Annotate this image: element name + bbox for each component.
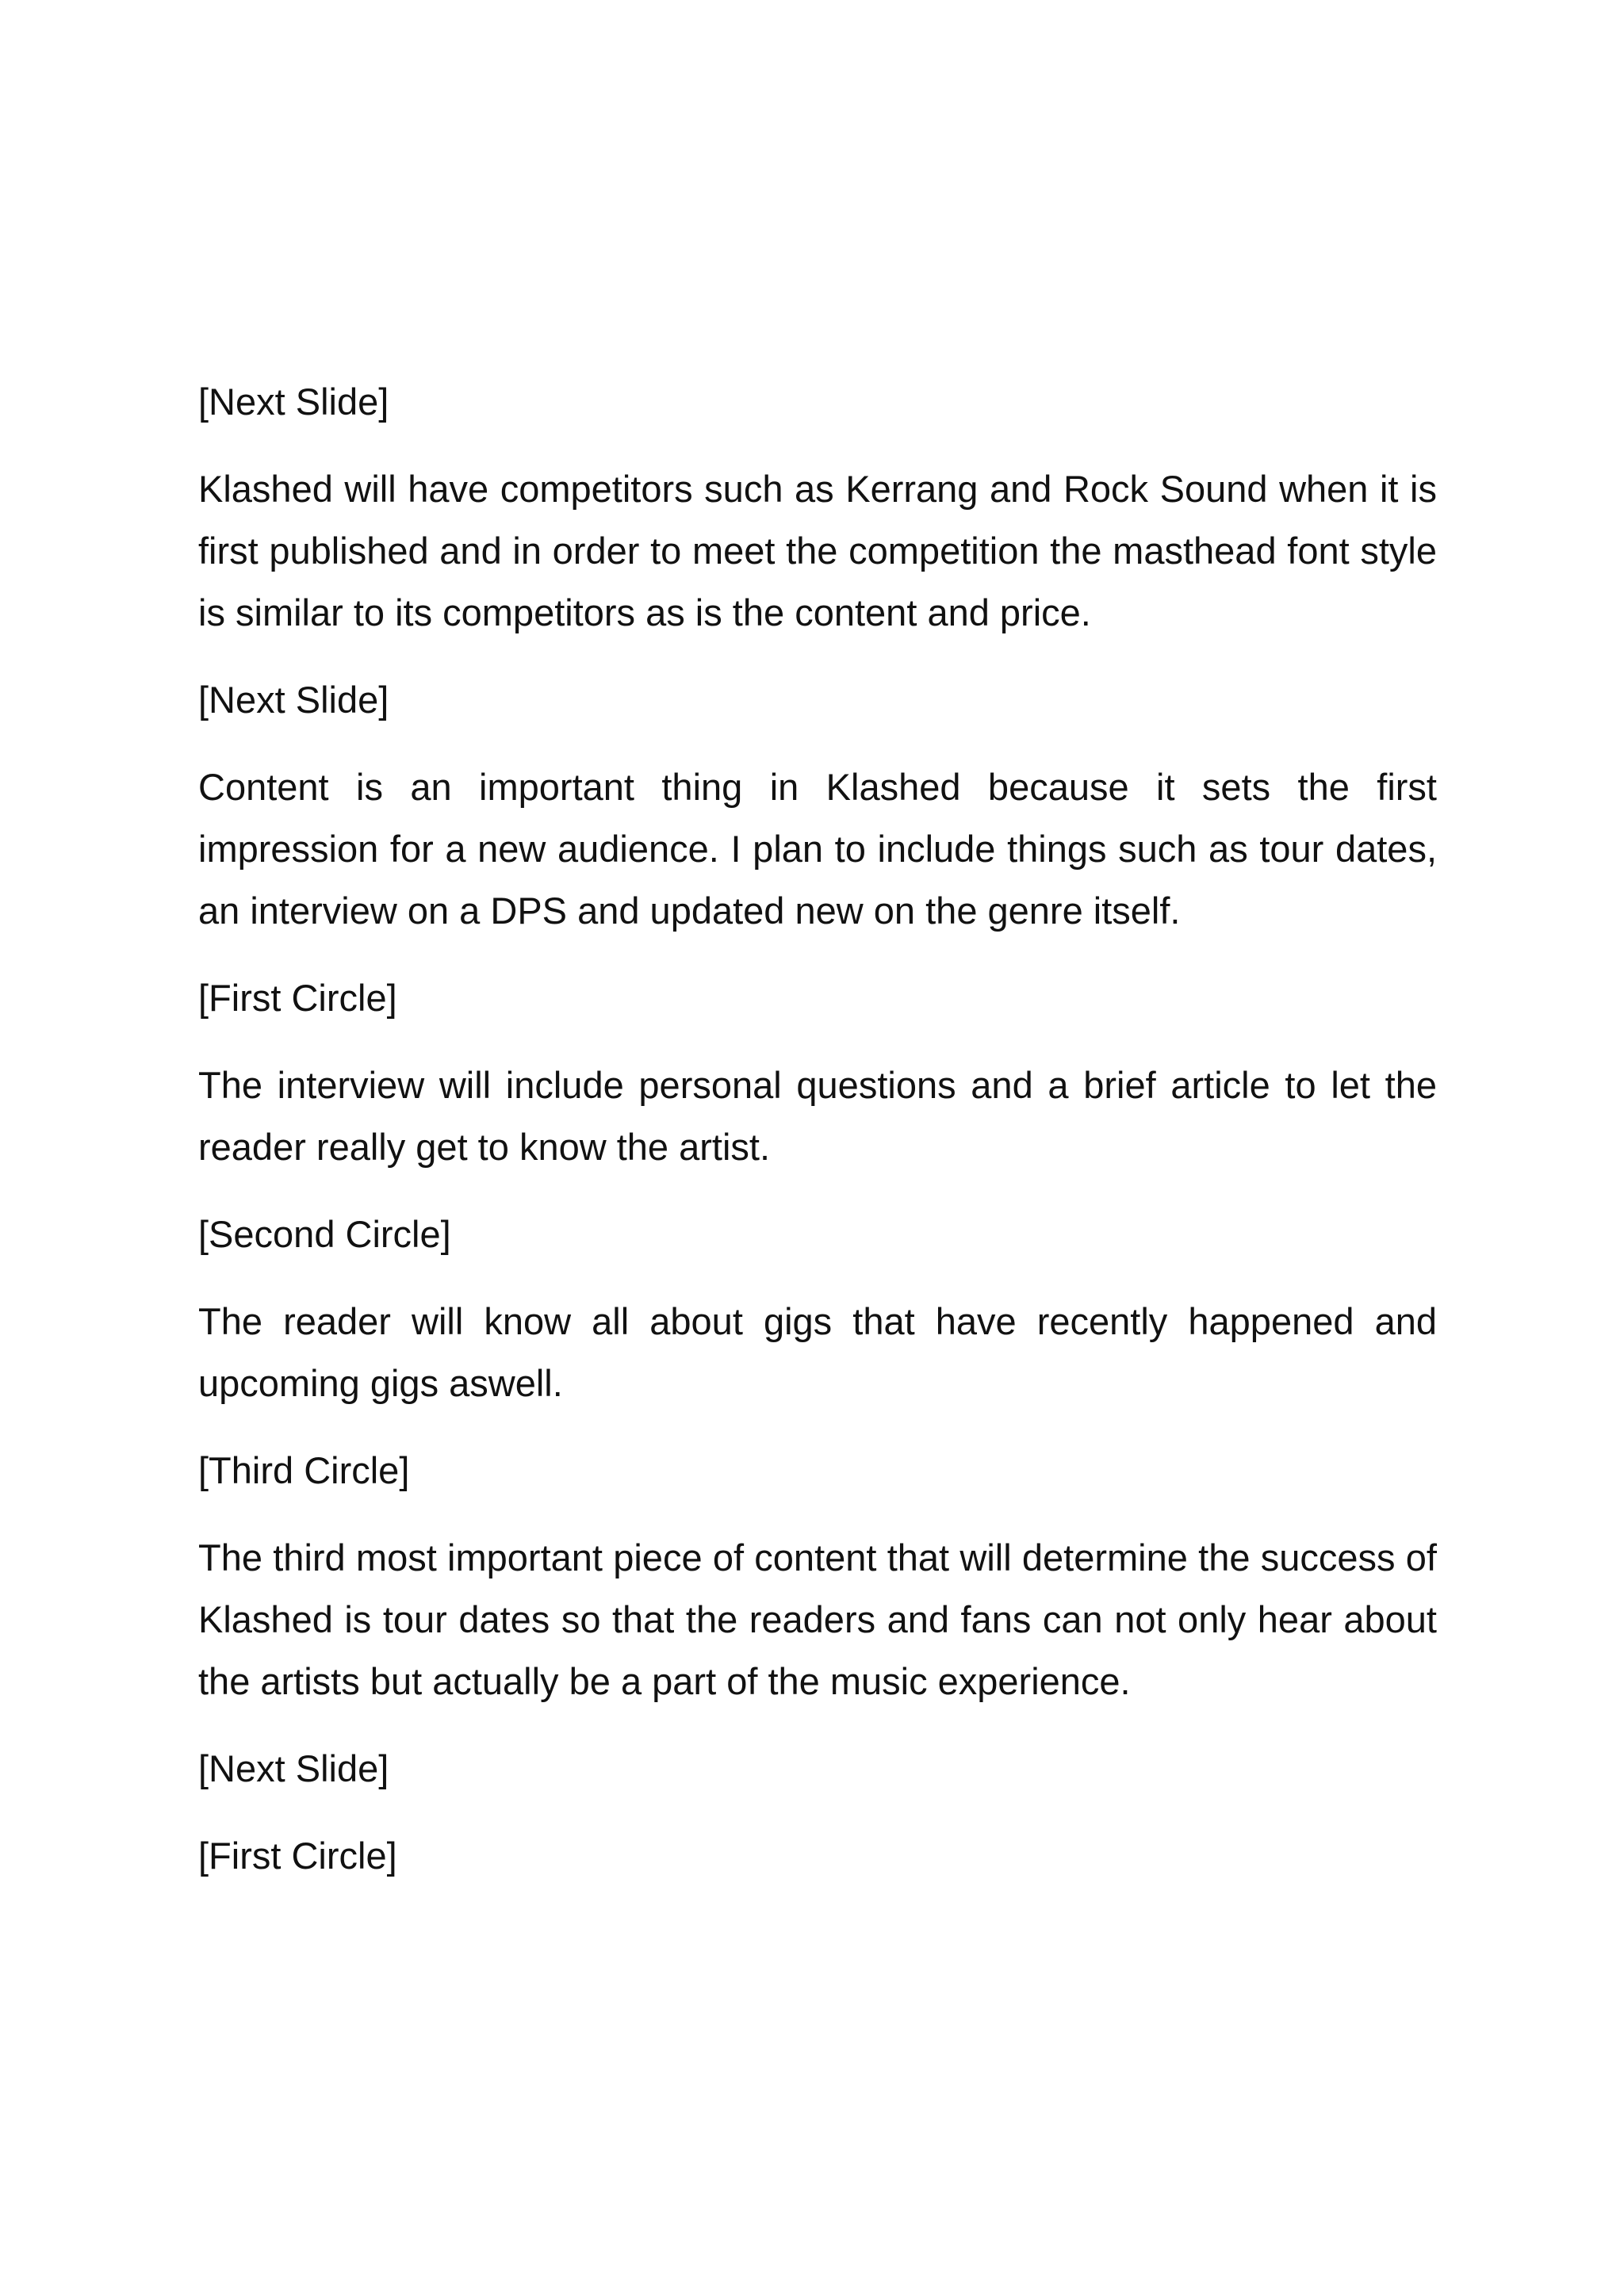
paragraph-competitors: Klashed will have competitors such as Kerrang and Rock Sound when it is first published and in order to meet the competition the masthead font style is similar to its competitors as is the content and price. (198, 468, 1437, 633)
slide-marker-third-circle: [Third Circle] (198, 1449, 410, 1491)
paragraph-content: Content is an important thing in Klashed because it sets the first impression for a new audience. I plan to include things such as tour dates, an interview on a DPS and updated new on the genre itself. (198, 766, 1437, 932)
slide-marker-first-circle-2: [First Circle] (198, 1835, 397, 1877)
paragraph-tour-dates: The third most important piece of content that will determine the success of Klashed is tour dates so that the readers and fans can not only hear about the artists but actually be a part of the music experience. (198, 1536, 1437, 1702)
document-body (198, 371, 1437, 1912)
paragraph-gigs: The reader will know all about gigs that have recently happened and upcoming gigs aswell. (198, 1300, 1437, 1404)
slide-marker-next-slide-2: [Next Slide] (198, 679, 389, 721)
slide-marker-first-circle-1: [First Circle] (198, 977, 397, 1019)
slide-marker-second-circle: [Second Circle] (198, 1213, 451, 1255)
slide-marker-next-slide-3: [Next Slide] (198, 1747, 389, 1789)
paragraph-interview: The interview will include personal questions and a brief article to let the reader really get to know the artist. (198, 1064, 1437, 1168)
slide-marker-next-slide-1: [Next Slide] (198, 381, 389, 423)
